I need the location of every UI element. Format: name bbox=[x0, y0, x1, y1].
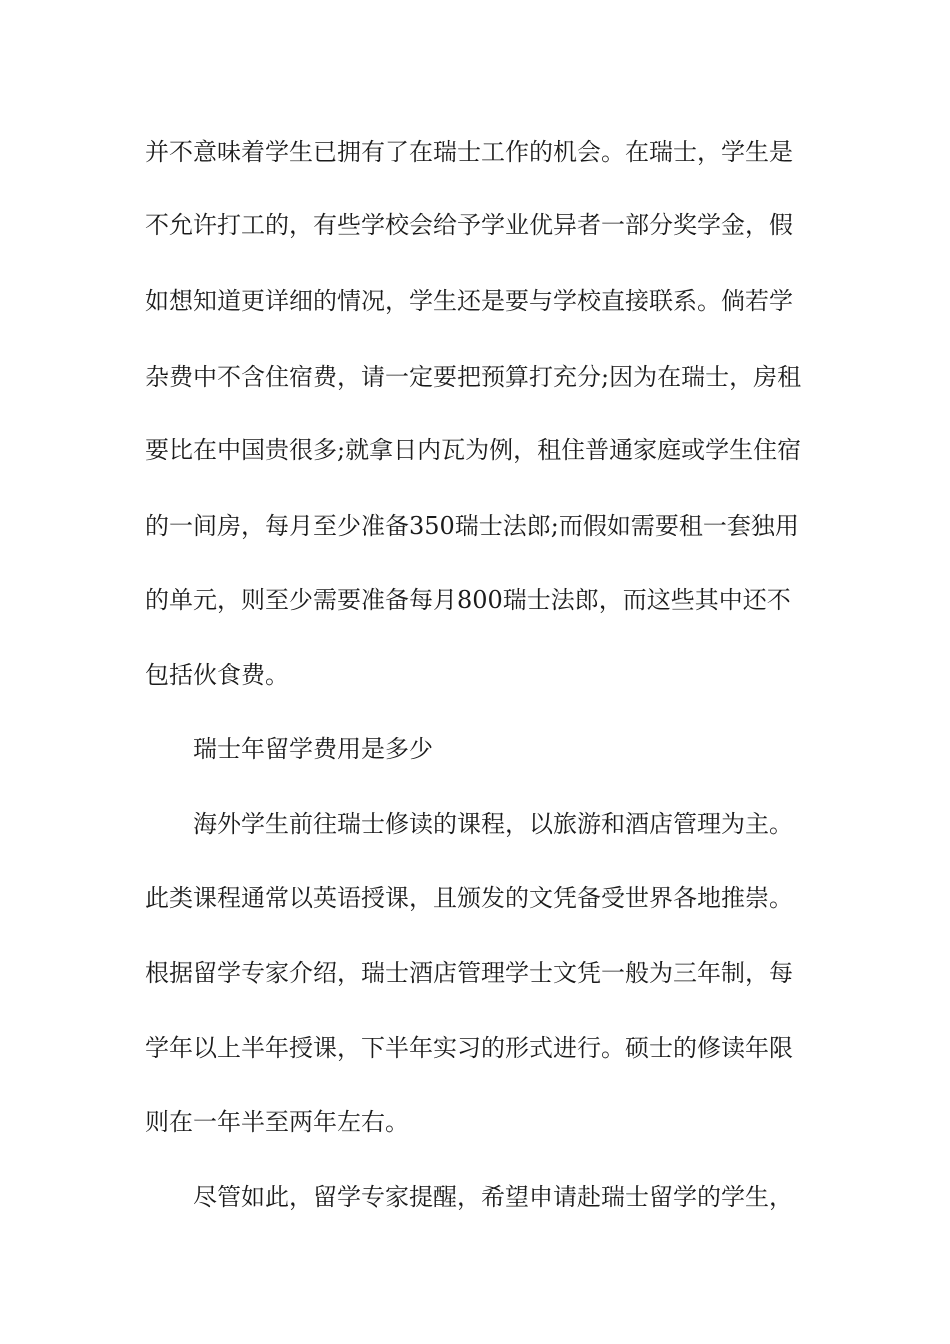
body-text-line: 不允许打工的，有些学校会给予学业优异者一部分奖学金，假 bbox=[145, 211, 793, 239]
section-heading: 瑞士年留学费用是多少 bbox=[193, 735, 433, 763]
body-text-line: 的一间房，每月至少准备350瑞士法郎;而假如需要租一套独用 bbox=[145, 512, 799, 540]
paragraph-first-line: 尽管如此，留学专家提醒，希望申请赴瑞士留学的学生， bbox=[193, 1183, 793, 1211]
body-text-line: 杂费中不含住宿费，请一定要把预算打充分;因为在瑞士，房租 bbox=[145, 363, 802, 391]
body-text-line: 此类课程通常以英语授课，且颁发的文凭备受世界各地推崇。 bbox=[145, 884, 793, 912]
paragraph-first-line: 海外学生前往瑞士修读的课程，以旅游和酒店管理为主。 bbox=[193, 810, 793, 838]
body-text-line: 并不意味着学生已拥有了在瑞士工作的机会。在瑞士，学生是 bbox=[145, 138, 793, 166]
body-text-line: 根据留学专家介绍，瑞士酒店管理学士文凭一般为三年制，每 bbox=[145, 959, 793, 987]
body-text-line: 的单元，则至少需要准备每月800瑞士法郎，而这些其中还不 bbox=[145, 586, 791, 614]
body-text-line: 如想知道更详细的情况，学生还是要与学校直接联系。倘若学 bbox=[145, 287, 793, 315]
body-text-line: 学年以上半年授课，下半年实习的形式进行。硕士的修读年限 bbox=[145, 1034, 793, 1062]
body-text-line: 包括伙食费。 bbox=[145, 661, 289, 689]
body-text-line: 要比在中国贵很多;就拿日内瓦为例，租住普通家庭或学生住宿 bbox=[145, 436, 802, 464]
body-text-line: 则在一年半至两年左右。 bbox=[145, 1108, 409, 1136]
